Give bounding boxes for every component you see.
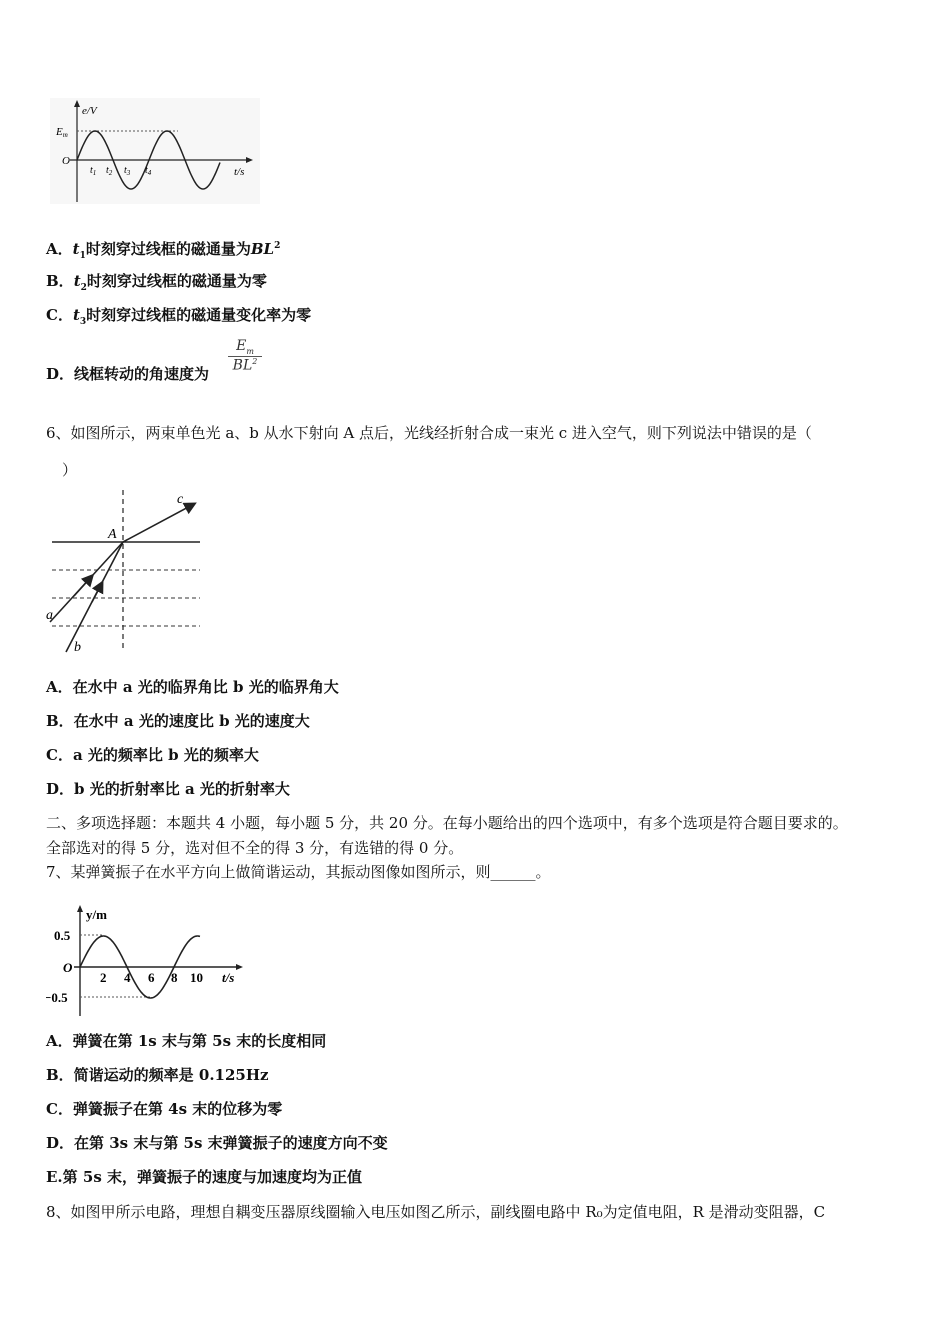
ray-b-label: b: [74, 640, 81, 655]
fig7-xtick-4: 4: [124, 970, 131, 985]
q5-option-a-text: 时刻穿过线框的磁通量为: [85, 240, 251, 258]
q5-option-a-math: BL: [250, 240, 275, 258]
ray-b-arrow: [92, 583, 102, 602]
q5-option-d[interactable]: [46, 364, 209, 384]
q5-option-a-letter: A．: [46, 240, 73, 258]
fig7-xtick-10: 10: [190, 970, 203, 985]
q5-option-c-letter: C．: [46, 306, 73, 324]
fig1-xlabel: t/s: [234, 166, 245, 178]
point-a-label: A: [108, 527, 117, 542]
q6-stem-line2: ）: [62, 461, 78, 479]
ray-c-label: c: [177, 492, 184, 507]
q5-option-a[interactable]: [46, 236, 280, 266]
fig7-ylabel: y/m: [86, 907, 107, 922]
q6-option-c[interactable]: C．a 光的频率比 b 光的频率大: [46, 746, 259, 764]
q5-option-c-var: t: [72, 306, 80, 324]
vibration-svg: [46, 902, 246, 1018]
section2-line2: 全部选对的得 5 分，选对但不全的得 3 分，有选错的得 0 分。: [46, 839, 464, 857]
fig1-tick-t2: $t_2$: [106, 165, 113, 177]
q5-option-c-text: 时刻穿过线框的磁通量变化率为零: [86, 306, 312, 324]
fig7-xlabel: t/s: [222, 970, 235, 985]
fig1-tick-t4: $t_4$: [145, 165, 152, 177]
q5-option-a-sup: 2: [274, 241, 281, 251]
q5-option-d-letter: D．: [46, 365, 75, 383]
q7-option-e[interactable]: E.第 5s 末，弹簧振子的速度与加速度均为正值: [46, 1168, 362, 1186]
q5-option-a-sub: 1: [79, 251, 86, 261]
q5-option-d-text: 线框转动的角速度为: [74, 365, 210, 383]
q5-option-b-letter: B．: [46, 272, 74, 290]
q7-option-d[interactable]: D．在第 3s 末与第 5s 末弹簧振子的速度方向不变: [46, 1134, 388, 1152]
emf-time-graph: [50, 98, 260, 204]
ray-a-label: a: [46, 608, 53, 623]
q6-option-b[interactable]: B．在水中 a 光的速度比 b 光的速度大: [46, 712, 310, 730]
fig1-tick-t1: $t_1$: [90, 165, 97, 177]
ray-a-arrow: [74, 576, 92, 596]
q7-option-b[interactable]: B．简谐运动的频率是 0.125Hz: [46, 1066, 269, 1084]
q5-option-a-var: t: [72, 240, 80, 258]
q5-option-b-text: 时刻穿过线框的磁通量为零: [86, 272, 267, 290]
refraction-svg: [44, 488, 206, 656]
refraction-diagram: [44, 488, 206, 656]
ray-c: [123, 504, 194, 542]
q5-option-b-sub: 2: [80, 283, 87, 293]
q6-stem-line1: 6、如图所示，两束单色光 a、b 从水下射向 A 点后，光线经折射合成一束光 c 进入空气，则下列说法中错误的是（: [46, 424, 812, 442]
q6-option-d[interactable]: D．b 光的折射率比 a 光的折射率大: [46, 780, 290, 798]
fig7-xtick-2: 2: [100, 970, 107, 985]
q5-option-c-sub: 3: [79, 317, 87, 327]
fig1-em-label: Em: [56, 126, 68, 139]
fraction-numerator: $E_m$: [236, 338, 254, 356]
q5-option-b-var: t: [73, 272, 81, 290]
q5-option-b[interactable]: [46, 271, 267, 298]
fig7-xtick-8: 8: [171, 970, 178, 985]
q7-stem: 7、某弹簧振子在水平方向上做简谐运动，其振动图像如图所示，则______。: [46, 863, 551, 881]
fig7-origin: O: [63, 960, 73, 975]
fig1-tick-t3: $t_3$: [124, 165, 131, 177]
fig1-ylabel: e/V: [82, 105, 97, 117]
q8-stem: 8、如图甲所示电路，理想自耦变压器原线圈输入电压如图乙所示，副线圈电路中 R₀为定值电阻，R 是滑动变阻器，C: [46, 1203, 826, 1221]
vibration-graph: [46, 902, 246, 1018]
emf-graph-svg: [50, 98, 260, 204]
section2-line1: 二、多项选择题：本题共 4 小题，每小题 5 分，共 20 分。在每小题给出的四个选项中，有多个选项是符合题目要求的。: [46, 814, 848, 832]
q7-option-a[interactable]: A．弹簧在第 1s 末与第 5s 末的长度相同: [46, 1032, 327, 1050]
x-axis-arrow: [236, 964, 243, 970]
y-axis-arrow: [77, 905, 83, 912]
q6-option-a[interactable]: A．在水中 a 光的临界角比 b 光的临界角大: [46, 678, 339, 696]
fraction-denominator: $BL^2$: [228, 356, 262, 374]
fig7-y-neg: −0.5: [46, 990, 68, 1005]
q7-option-c[interactable]: C．弹簧振子在第 4s 末的位移为零: [46, 1100, 283, 1118]
fig7-y-pos: 0.5: [54, 928, 71, 943]
fig1-origin: O: [62, 155, 70, 167]
q5-option-c[interactable]: [46, 305, 311, 332]
fig7-xtick-6: 6: [148, 970, 155, 985]
q5-option-d-fraction: [228, 338, 262, 373]
